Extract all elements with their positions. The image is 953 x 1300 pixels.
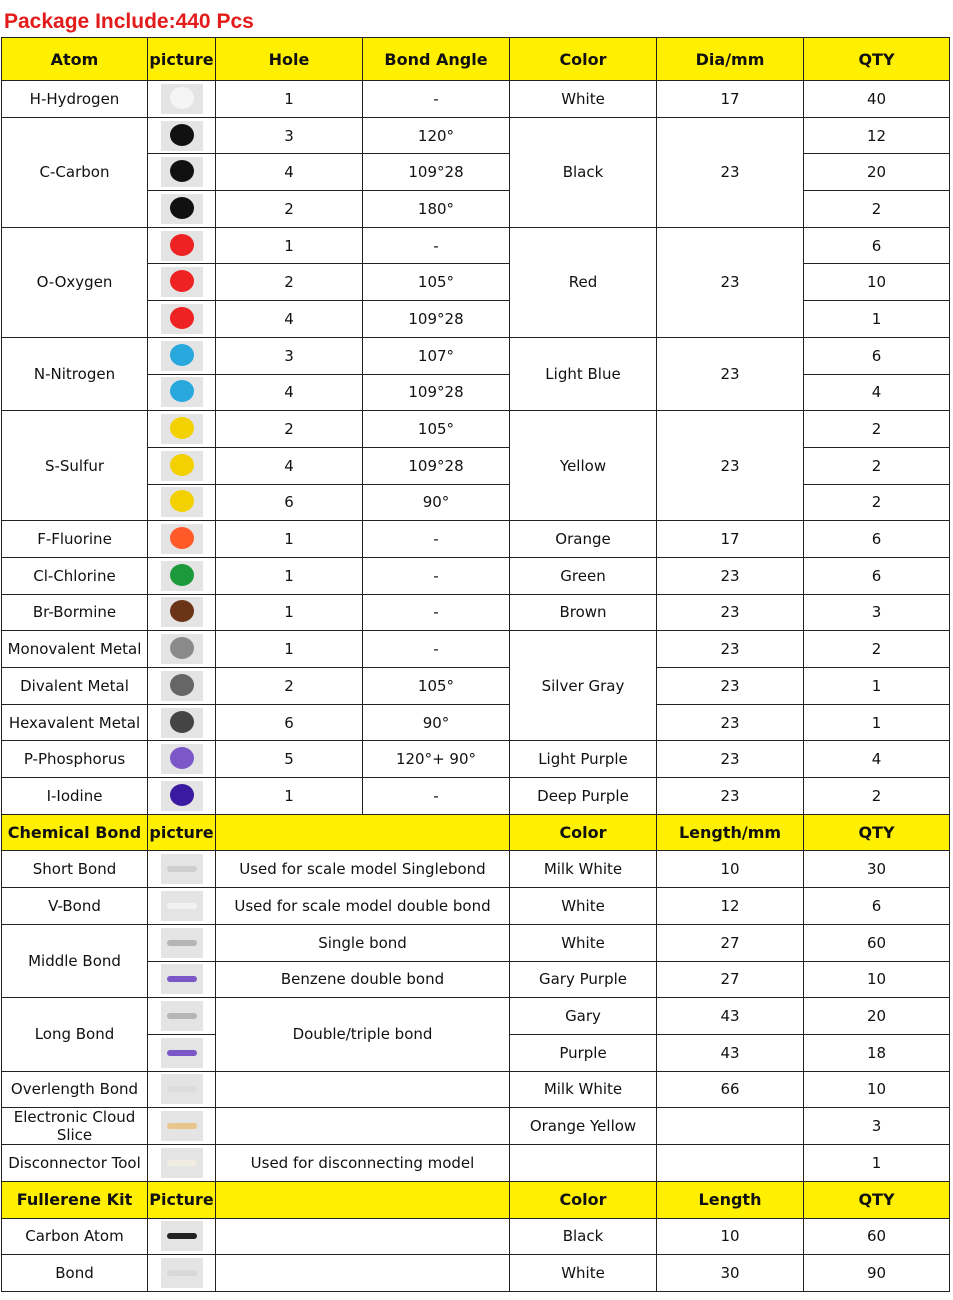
header-chemical-bond: Chemical Bond — [2, 814, 148, 851]
thumbnail-image — [161, 524, 203, 554]
fullerene-picture — [148, 1218, 216, 1255]
atom-name: Monovalent Metal — [2, 631, 148, 668]
thumbnail-image — [161, 194, 203, 224]
header-length: Length — [657, 1181, 804, 1218]
atom-name: I-Iodine — [2, 778, 148, 815]
atom-qty: 2 — [804, 447, 950, 484]
atom-picture — [148, 411, 216, 448]
bond-picture — [148, 924, 216, 961]
atom-picture — [148, 594, 216, 631]
table-row — [2, 557, 950, 594]
bond-angle: - — [363, 594, 510, 631]
atom-picture — [148, 337, 216, 374]
atom-qty: 1 — [804, 301, 950, 338]
thumbnail-image — [161, 671, 203, 701]
header-bond-angle: Bond Angle — [363, 38, 510, 81]
atom-diameter: 23 — [657, 631, 804, 668]
bond-name: V-Bond — [2, 888, 148, 925]
atom-color: Green — [510, 557, 657, 594]
hdr-row — [2, 38, 950, 81]
bond-qty: 3 — [804, 1108, 950, 1145]
hole-count: 6 — [216, 484, 363, 521]
atom-ball-icon — [170, 637, 194, 659]
header-qty: QTY — [804, 1181, 950, 1218]
atom-picture — [148, 81, 216, 118]
thumbnail-image — [161, 377, 203, 407]
thumbnail-image — [161, 451, 203, 481]
thumbnail-image — [161, 84, 203, 114]
bond-angle: 120°+ 90° — [363, 741, 510, 778]
atom-color: Orange — [510, 521, 657, 558]
thumbnail-image — [161, 854, 203, 884]
atom-picture — [148, 741, 216, 778]
table-row — [2, 81, 950, 118]
bond-angle: 107° — [363, 337, 510, 374]
fullerene-length: 30 — [657, 1255, 804, 1292]
atom-name: O-Oxygen — [2, 227, 148, 337]
bond-picture — [148, 1034, 216, 1071]
atom-picture — [148, 631, 216, 668]
bond-angle: - — [363, 521, 510, 558]
thumbnail-image — [161, 1258, 203, 1288]
bond-angle: 105° — [363, 668, 510, 705]
atom-qty: 10 — [804, 264, 950, 301]
bond-color: Milk White — [510, 851, 657, 888]
atom-diameter: 23 — [657, 594, 804, 631]
header-fullerene-kit: Fullerene Kit — [2, 1181, 148, 1218]
header-atom: Atom — [2, 38, 148, 81]
bond-angle: 109°28 — [363, 154, 510, 191]
thumbnail-image — [161, 634, 203, 664]
fullerene-description — [216, 1255, 510, 1292]
bond-angle: - — [363, 778, 510, 815]
thumbnail-image — [161, 304, 203, 334]
atom-qty: 1 — [804, 704, 950, 741]
thumbnail-image — [161, 708, 203, 738]
bond-picture — [148, 1071, 216, 1108]
bond-length: 12 — [657, 888, 804, 925]
table-row — [2, 668, 950, 705]
atom-qty: 6 — [804, 521, 950, 558]
atom-ball-icon — [170, 270, 194, 292]
bond-stick-icon — [167, 903, 197, 909]
thumbnail-image — [161, 1074, 203, 1104]
header-picture: picture — [148, 38, 216, 81]
atom-name: Cl-Chlorine — [2, 557, 148, 594]
header-picture: Picture — [148, 1181, 216, 1218]
atom-name: C-Carbon — [2, 117, 148, 227]
hole-count: 3 — [216, 117, 363, 154]
thumbnail-image — [161, 121, 203, 151]
bond-stick-icon — [167, 1050, 197, 1056]
atom-ball-icon — [170, 527, 194, 549]
bond-description: Single bond — [216, 924, 510, 961]
hole-count: 2 — [216, 264, 363, 301]
atom-color: Silver Gray — [510, 631, 657, 741]
header-picture: picture — [148, 814, 216, 851]
thumbnail-image — [161, 891, 203, 921]
bond-picture — [148, 998, 216, 1035]
atom-qty: 3 — [804, 594, 950, 631]
bond-qty: 6 — [804, 888, 950, 925]
atom-picture — [148, 374, 216, 411]
hole-count: 1 — [216, 81, 363, 118]
atom-color: White — [510, 81, 657, 118]
package-table — [1, 37, 950, 1292]
bond-picture — [148, 888, 216, 925]
bond-picture — [148, 961, 216, 998]
bond-qty: 10 — [804, 1071, 950, 1108]
atom-picture — [148, 191, 216, 228]
atom-ball-icon — [170, 600, 194, 622]
atom-ball-icon — [170, 490, 194, 512]
bond-description: Benzene double bond — [216, 961, 510, 998]
bond-qty: 20 — [804, 998, 950, 1035]
table-row — [2, 521, 950, 558]
header-color: Color — [510, 38, 657, 81]
table-row — [2, 411, 950, 448]
atom-picture — [148, 521, 216, 558]
atom-ball-icon — [170, 234, 194, 256]
atom-picture — [148, 264, 216, 301]
bond-description: Double/triple bond — [216, 998, 510, 1071]
atom-name: Br-Bormine — [2, 594, 148, 631]
hole-count: 2 — [216, 411, 363, 448]
table-row — [2, 1255, 950, 1292]
bond-angle: 109°28 — [363, 447, 510, 484]
atom-qty: 6 — [804, 227, 950, 264]
bond-angle: 109°28 — [363, 374, 510, 411]
atom-picture — [148, 668, 216, 705]
table-row — [2, 337, 950, 374]
bond-description: Used for disconnecting model — [216, 1145, 510, 1182]
atom-color: Brown — [510, 594, 657, 631]
atom-qty: 6 — [804, 337, 950, 374]
bond-picture — [148, 1145, 216, 1182]
header-blank — [216, 814, 510, 851]
bond-angle: - — [363, 631, 510, 668]
atom-diameter: 17 — [657, 521, 804, 558]
fullerene-length: 10 — [657, 1218, 804, 1255]
atom-qty: 2 — [804, 191, 950, 228]
table-row — [2, 704, 950, 741]
page-title: Package Include:440 Pcs — [4, 10, 254, 33]
hole-count: 3 — [216, 337, 363, 374]
bond-stick-icon — [167, 1233, 197, 1239]
atom-ball-icon — [170, 674, 194, 696]
bond-description — [216, 1108, 510, 1145]
bond-picture — [148, 1108, 216, 1145]
atom-qty: 2 — [804, 411, 950, 448]
atom-qty: 2 — [804, 631, 950, 668]
atom-picture — [148, 484, 216, 521]
header-color: Color — [510, 1181, 657, 1218]
bond-stick-icon — [167, 866, 197, 872]
bond-color: Gary — [510, 998, 657, 1035]
bond-name: Short Bond — [2, 851, 148, 888]
hole-count: 4 — [216, 374, 363, 411]
bond-length: 27 — [657, 924, 804, 961]
atom-name: Hexavalent Metal — [2, 704, 148, 741]
atom-name: Divalent Metal — [2, 668, 148, 705]
hole-count: 6 — [216, 704, 363, 741]
bond-length: 43 — [657, 1034, 804, 1071]
thumbnail-image — [161, 341, 203, 371]
atom-color: Light Purple — [510, 741, 657, 778]
atom-ball-icon — [170, 124, 194, 146]
hole-count: 4 — [216, 301, 363, 338]
atom-ball-icon — [170, 564, 194, 586]
atom-color: Deep Purple — [510, 778, 657, 815]
hole-count: 1 — [216, 557, 363, 594]
bond-name: Disconnector Tool — [2, 1145, 148, 1182]
thumbnail-image — [161, 928, 203, 958]
bond-color: White — [510, 924, 657, 961]
bond-description — [216, 1071, 510, 1108]
sub-row — [2, 814, 950, 851]
header-blank — [216, 1181, 510, 1218]
bond-angle: 90° — [363, 484, 510, 521]
bond-color: Orange Yellow — [510, 1108, 657, 1145]
bond-color: Gary Purple — [510, 961, 657, 998]
table-row — [2, 631, 950, 668]
table-row — [2, 1108, 950, 1145]
atom-ball-icon — [170, 380, 194, 402]
atom-picture — [148, 447, 216, 484]
atom-ball-icon — [170, 160, 194, 182]
hole-count: 1 — [216, 778, 363, 815]
thumbnail-image — [161, 744, 203, 774]
table-row — [2, 1218, 950, 1255]
atom-diameter: 23 — [657, 557, 804, 594]
thumbnail-image — [161, 1038, 203, 1068]
atom-picture — [148, 301, 216, 338]
table-row — [2, 998, 950, 1035]
fullerene-picture — [148, 1255, 216, 1292]
thumbnail-image — [161, 414, 203, 444]
thumbnail-image — [161, 561, 203, 591]
atom-name: P-Phosphorus — [2, 741, 148, 778]
bond-length — [657, 1145, 804, 1182]
hole-count: 4 — [216, 447, 363, 484]
atom-qty: 20 — [804, 154, 950, 191]
atom-qty: 4 — [804, 374, 950, 411]
atom-picture — [148, 778, 216, 815]
bond-name: Electronic Cloud Slice — [2, 1108, 148, 1145]
bond-color — [510, 1145, 657, 1182]
thumbnail-image — [161, 487, 203, 517]
atom-diameter: 23 — [657, 117, 804, 227]
bond-angle: 120° — [363, 117, 510, 154]
atom-qty: 40 — [804, 81, 950, 118]
header-dia: Dia/mm — [657, 38, 804, 81]
atom-name: F-Fluorine — [2, 521, 148, 558]
thumbnail-image — [161, 781, 203, 811]
hole-count: 2 — [216, 668, 363, 705]
atom-name: H-Hydrogen — [2, 81, 148, 118]
bond-qty: 10 — [804, 961, 950, 998]
thumbnail-image — [161, 157, 203, 187]
bond-name: Middle Bond — [2, 924, 148, 997]
table-row — [2, 741, 950, 778]
thumbnail-image — [161, 267, 203, 297]
atom-diameter: 23 — [657, 411, 804, 521]
hole-count: 1 — [216, 521, 363, 558]
header-hole: Hole — [216, 38, 363, 81]
hole-count: 2 — [216, 191, 363, 228]
atom-picture — [148, 154, 216, 191]
atom-color: Yellow — [510, 411, 657, 521]
atom-ball-icon — [170, 417, 194, 439]
atom-qty: 4 — [804, 741, 950, 778]
atom-diameter: 23 — [657, 668, 804, 705]
bond-description: Used for scale model double bond — [216, 888, 510, 925]
atom-diameter: 23 — [657, 337, 804, 410]
table-row — [2, 117, 950, 154]
fullerene-name: Bond — [2, 1255, 148, 1292]
bond-angle: 105° — [363, 411, 510, 448]
atom-ball-icon — [170, 784, 194, 806]
atom-diameter: 23 — [657, 227, 804, 337]
bond-angle: 90° — [363, 704, 510, 741]
hole-count: 1 — [216, 594, 363, 631]
atom-picture — [148, 117, 216, 154]
bond-length — [657, 1108, 804, 1145]
fullerene-name: Carbon Atom — [2, 1218, 148, 1255]
atom-color: Light Blue — [510, 337, 657, 410]
table-row — [2, 778, 950, 815]
bond-stick-icon — [167, 1086, 197, 1092]
atom-ball-icon — [170, 747, 194, 769]
bond-angle: 105° — [363, 264, 510, 301]
atom-ball-icon — [170, 454, 194, 476]
thumbnail-image — [161, 597, 203, 627]
thumbnail-image — [161, 1001, 203, 1031]
atom-picture — [148, 227, 216, 264]
bond-angle: 109°28 — [363, 301, 510, 338]
bond-stick-icon — [167, 1160, 197, 1166]
atom-qty: 2 — [804, 484, 950, 521]
fullerene-qty: 90 — [804, 1255, 950, 1292]
atom-picture — [148, 704, 216, 741]
bond-stick-icon — [167, 1013, 197, 1019]
atom-diameter: 23 — [657, 704, 804, 741]
bond-color: Milk White — [510, 1071, 657, 1108]
header-qty: QTY — [804, 38, 950, 81]
atom-diameter: 23 — [657, 778, 804, 815]
header-length: Length/mm — [657, 814, 804, 851]
bond-length: 43 — [657, 998, 804, 1035]
hole-count: 5 — [216, 741, 363, 778]
bond-stick-icon — [167, 976, 197, 982]
atom-color: Red — [510, 227, 657, 337]
table-row — [2, 594, 950, 631]
bond-angle: - — [363, 557, 510, 594]
atom-diameter: 17 — [657, 81, 804, 118]
bond-name: Long Bond — [2, 998, 148, 1071]
atom-picture — [148, 557, 216, 594]
thumbnail-image — [161, 1111, 203, 1141]
hole-count: 1 — [216, 631, 363, 668]
sub-row — [2, 1181, 950, 1218]
bond-picture — [148, 851, 216, 888]
atom-ball-icon — [170, 87, 194, 109]
bond-name: Overlength Bond — [2, 1071, 148, 1108]
thumbnail-image — [161, 1221, 203, 1251]
bond-color: White — [510, 888, 657, 925]
table-row — [2, 888, 950, 925]
thumbnail-image — [161, 964, 203, 994]
atom-diameter: 23 — [657, 741, 804, 778]
bond-color: Purple — [510, 1034, 657, 1071]
bond-length: 27 — [657, 961, 804, 998]
bond-qty: 1 — [804, 1145, 950, 1182]
fullerene-color: Black — [510, 1218, 657, 1255]
bond-length: 66 — [657, 1071, 804, 1108]
atom-qty: 2 — [804, 778, 950, 815]
bond-description: Used for scale model Singlebond — [216, 851, 510, 888]
bond-qty: 60 — [804, 924, 950, 961]
atom-name: S-Sulfur — [2, 411, 148, 521]
atom-ball-icon — [170, 344, 194, 366]
fullerene-qty: 60 — [804, 1218, 950, 1255]
atom-ball-icon — [170, 197, 194, 219]
bond-angle: - — [363, 81, 510, 118]
bond-stick-icon — [167, 940, 197, 946]
atom-name: N-Nitrogen — [2, 337, 148, 410]
bond-angle: 180° — [363, 191, 510, 228]
bond-stick-icon — [167, 1123, 197, 1129]
bond-angle: - — [363, 227, 510, 264]
atom-ball-icon — [170, 307, 194, 329]
table-row — [2, 1071, 950, 1108]
table-row — [2, 1145, 950, 1182]
atom-qty: 6 — [804, 557, 950, 594]
atom-qty: 12 — [804, 117, 950, 154]
atom-ball-icon — [170, 711, 194, 733]
bond-qty: 18 — [804, 1034, 950, 1071]
thumbnail-image — [161, 1148, 203, 1178]
atom-color: Black — [510, 117, 657, 227]
hole-count: 1 — [216, 227, 363, 264]
thumbnail-image — [161, 231, 203, 261]
fullerene-description — [216, 1218, 510, 1255]
table-row — [2, 924, 950, 961]
table-row — [2, 851, 950, 888]
table-row — [2, 227, 950, 264]
fullerene-color: White — [510, 1255, 657, 1292]
header-color: Color — [510, 814, 657, 851]
bond-length: 10 — [657, 851, 804, 888]
atom-qty: 1 — [804, 668, 950, 705]
bond-stick-icon — [167, 1270, 197, 1276]
header-qty: QTY — [804, 814, 950, 851]
hole-count: 4 — [216, 154, 363, 191]
bond-qty: 30 — [804, 851, 950, 888]
